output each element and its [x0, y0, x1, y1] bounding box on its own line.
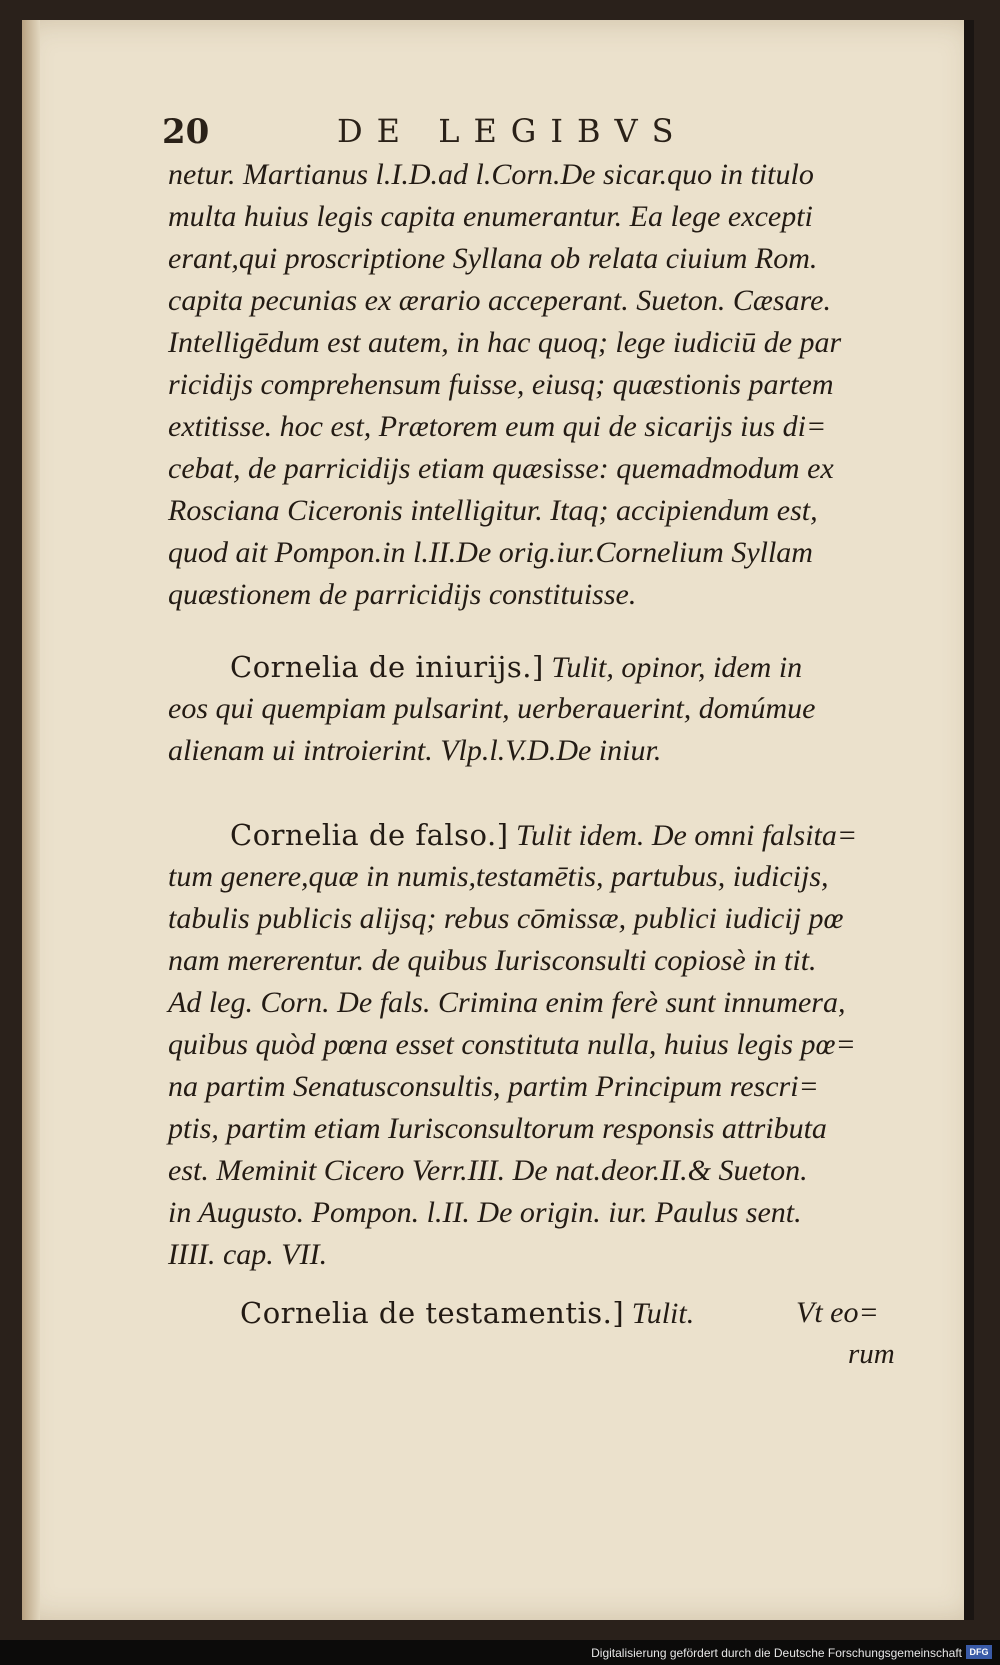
lemma-heading: Cornelia de falso.] [230, 818, 509, 852]
text-run: Tulit. [624, 1297, 695, 1330]
text-run: Vt eo= [796, 1296, 879, 1329]
text-line: Intelligēdum est autem, in hac quoq; lege iudiciū de par [168, 326, 842, 359]
running-title: DE LEGIBVS [337, 112, 688, 150]
text-line: quæstionem de parricidijs constituisse. [168, 578, 637, 611]
text-line: multa huius legis capita enumerantur. Ea lege excepti [168, 200, 813, 233]
text-run: Tulit, opinor, idem in [543, 651, 803, 684]
text-line: ricidijs comprehensum fuisse, eiusq; quæstionis partem [168, 368, 834, 401]
text-line: quod ait Pompon.in l.II.De orig.iur.Cornelium Syllam [168, 536, 813, 569]
text-line: cebat, de parricidijs etiam quæsisse: quemadmodum ex [168, 452, 834, 485]
text-run: Tulit idem. De omni falsita= [508, 819, 858, 852]
lemma-heading: Cornelia de testamentis.] [240, 1296, 625, 1330]
text-line: na partim Senatusconsultis, partim Principum rescri= [168, 1070, 819, 1103]
dfg-logo-icon: DFG [966, 1645, 992, 1659]
text-line: IIII. cap. VII. [168, 1238, 328, 1271]
text-line: eos qui quempiam pulsarint, uerberauerint, domúmue [168, 692, 816, 725]
text-line: Rosciana Ciceronis intelligitur. Itaq; accipiendum est, [168, 494, 818, 527]
digitization-footer [0, 1640, 1000, 1665]
funding-credit: Digitalisierung gefördert durch die Deutsche Forschungsgemeinschaft [591, 1646, 962, 1660]
text-line: tum genere,quæ in numis,testamētis, partubus, iudicijs, [168, 860, 829, 893]
catchword: rum [848, 1338, 895, 1370]
text-line: netur. Martianus l.I.D.ad l.Corn.De sicar.quo in titulo [168, 158, 814, 191]
book-spine [964, 20, 974, 1620]
text-line: Ad leg. Corn. De fals. Crimina enim ferè sunt innumera, [168, 986, 846, 1019]
page-edge [22, 20, 40, 1620]
text-line: in Augusto. Pompon. l.II. De origin. iur. Paulus sent. [168, 1196, 802, 1229]
text-line: nam mererentur. de quibus Iurisconsulti copiosè in tit. [168, 944, 817, 977]
lemma-heading: Cornelia de iniurijs.] [230, 650, 544, 684]
text-line: tabulis publicis alijsq; rebus cōmissæ, publici iudicij pœ [168, 902, 844, 935]
text-line: erant,qui proscriptione Syllana ob relata ciuium Rom. [168, 242, 818, 275]
text-line: extitisse. hoc est, Prætorem eum qui de sicarijs ius di= [168, 410, 827, 443]
text-line: capita pecunias ex ærario acceperant. Sueton. Cæsare. [168, 284, 831, 317]
paragraph-first-line [230, 650, 802, 685]
text-line: ptis, partim etiam Iurisconsultorum responsis attributa [168, 1112, 827, 1145]
text-line: est. Meminit Cicero Verr.III. De nat.deor.II.& Sueton. [168, 1154, 808, 1187]
text-line: alienam ui introierint. Vlp.l.V.D.De iniur. [168, 734, 662, 767]
page-number: 20 [162, 112, 210, 152]
paragraph-first-line [230, 818, 857, 853]
paragraph-first-line [240, 1296, 694, 1331]
text-line: quibus quòd pœna esset constituta nulla, huius legis pœ= [168, 1028, 856, 1061]
